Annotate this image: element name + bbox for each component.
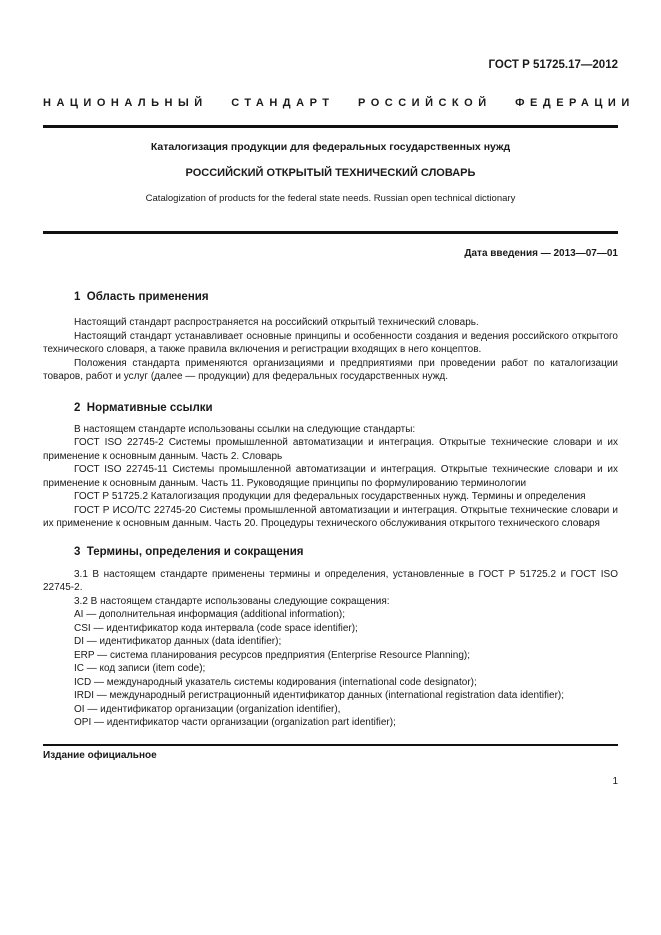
paragraph: Положения стандарта применяются организациями и предприятиями при проведении работ по каталогизации товаров, работ и услуг (далее — продукции) для федеральных государственных нужд. [43, 357, 618, 382]
section-scope [43, 290, 618, 384]
paragraph: ГОСТ ISO 22745-2 Системы промышленной автоматизации и интеграция. Открытые технические словари и их применение к основным данным. Часть 2. Словарь [43, 437, 618, 462]
subject-line: Каталогизация продукции для федеральных государственных нужд [150, 141, 511, 153]
effective-date: Дата введения — 2013—07—01 [464, 248, 618, 259]
paragraph: AI — дополнительная информация (additional information); [74, 609, 346, 620]
paragraph: ERP — система планирования ресурсов предприятия (Enterprise Resource Planning); [74, 649, 470, 661]
section-heading: 2 Нормативные ссылки [74, 401, 213, 414]
document-title: РОССИЙСКИЙ ОТКРЫТЫЙ ТЕХНИЧЕСКИЙ СЛОВАРЬ [185, 167, 476, 179]
header-rule [43, 125, 618, 128]
paragraph: OPI — идентификатор части организации (organization part identifier); [74, 717, 396, 728]
paragraph: ГОСТ Р 51725.2 Каталогизация продукции для федеральных государственных нужд. Термины и определения [74, 491, 586, 502]
paragraph: IC — код записи (item code); [74, 663, 206, 674]
paragraph: ICD — международный указатель системы кодирования (international code designator); [74, 676, 477, 688]
edition-note: Издание официальное [43, 749, 157, 761]
section-body [43, 316, 618, 384]
paragraph: OI — идентификатор организации (organization identifier), [74, 703, 341, 715]
paragraph: DI — идентификатор данных (data identifier); [74, 636, 282, 647]
paragraph: IRDI — международный регистрационный идентификатор данных (international registration data identifier); [74, 690, 565, 701]
title-block-rule [43, 231, 618, 234]
paragraph: 3.2 В настоящем стандарте использованы следующие сокращения: [74, 595, 390, 607]
page-number: 1 [612, 775, 618, 787]
paragraph: В настоящем стандарте использованы ссылки на следующие стандарты: [74, 423, 416, 435]
paragraph: Настоящий стандарт распространяется на российский открытый технический словарь. [74, 317, 479, 328]
paragraph: ГОСТ ISO 22745-11 Системы промышленной автоматизации и интеграция. Открытые технические словари и их применение к основным данным. Часть 11. Руководящие принципы по формулированию терминологии [43, 464, 618, 489]
standard-type-banner: НАЦИОНАЛЬНЫЙ СТАНДАРТ РОССИЙСКОЙ ФЕДЕРАЦИИ [43, 97, 635, 109]
paragraph: CSI — идентификатор кода интервала (code space identifier); [74, 622, 358, 634]
section-terms-definitions [43, 545, 618, 730]
paragraph: 3.1 В настоящем стандарте применены термины и определения, установленные в ГОСТ Р 51725.2 и ГОСТ ISO 22745-2. [43, 568, 618, 593]
section-body [43, 423, 618, 531]
section-heading: 3 Термины, определения и сокращения [74, 545, 304, 558]
paragraph: Настоящий стандарт устанавливает основные принципы и особенности создания и ведения российского открытого технического словаря, а также правила включения и регистрации входящих в него концептов. [43, 330, 618, 355]
section-body [43, 568, 618, 730]
footer-rule [43, 744, 618, 746]
paragraph: ГОСТ Р ИСО/ТС 22745-20 Системы промышленной автоматизации и интеграция. Открытые технические словари и их применение к основным данным. Часть 20. Процедуры технического обслуживания открытого технического словаря [43, 504, 618, 529]
section-heading: 1 Область применения [74, 291, 209, 303]
section-normative-references [43, 401, 618, 531]
doc-number: ГОСТ Р 51725.17—2012 [488, 59, 618, 71]
document-title-english: Catalogization of products for the federal state needs. Russian open technical dictionary [145, 193, 516, 204]
